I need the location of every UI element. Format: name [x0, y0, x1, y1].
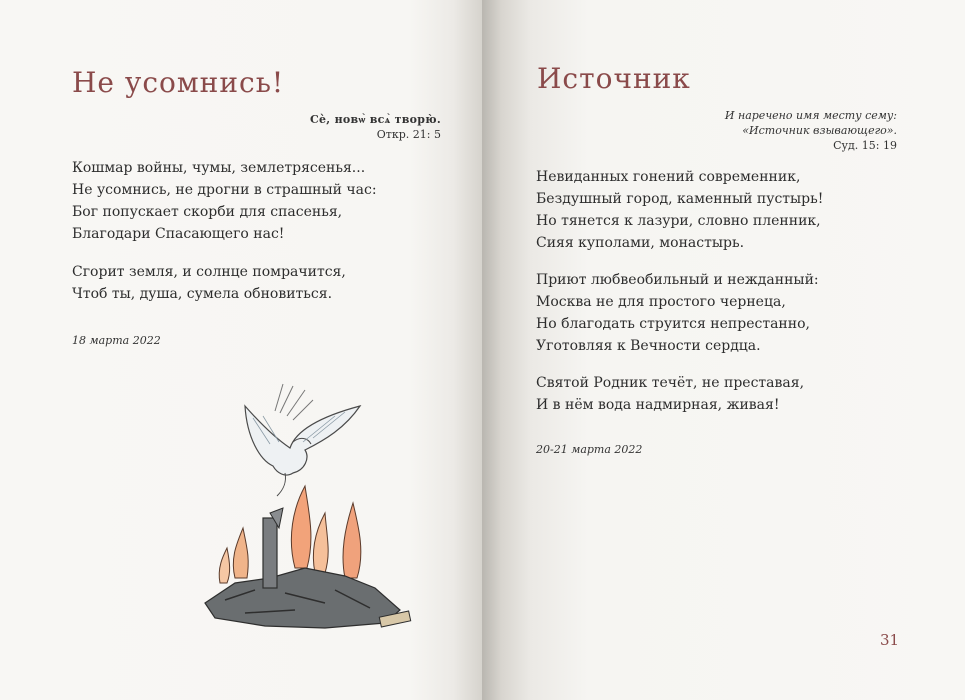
poem-line: Святой Родник течёт, не преставая,: [536, 375, 805, 391]
poem-line: И в нём вода надмирная, живая!: [536, 397, 780, 413]
poem-date: 20-21 марта 2022: [536, 443, 643, 456]
poem-line: Не усомнись, не дрогни в страшный час:: [72, 182, 377, 198]
epigraph-quote: Сѐ, новѡ̀ всѧ̀ творю̀.: [309, 113, 441, 126]
epigraph-line: «Источник взывающего».: [742, 124, 897, 137]
epigraph-line: И наречено имя месту сему:: [724, 109, 897, 122]
stanza: [536, 269, 819, 357]
epigraph: [725, 108, 897, 153]
poem-line: Уготовляя к Вечности сердца.: [536, 338, 761, 354]
stanza: [536, 166, 823, 254]
stanza: [72, 157, 377, 245]
poem-line: Невиданных гонений современник,: [536, 169, 801, 185]
flames: [219, 486, 361, 583]
poem-line: Москва не для простого чернеца,: [536, 294, 786, 310]
poem-line: Сгорит земля, и солнце помрачится,: [72, 264, 346, 280]
poem-line: Чтоб ты, душа, сумела обновиться.: [72, 286, 333, 302]
poem-line: Сияя куполами, монастырь.: [536, 235, 745, 251]
page-number: 31: [880, 631, 900, 649]
poem-line: Благодари Спасающего нас!: [72, 226, 285, 242]
stanza: [72, 261, 346, 305]
poem-line: Приют любвеобильный и нежданный:: [536, 272, 819, 288]
poem-line: Но тянется к лазури, словно пленник,: [536, 213, 821, 229]
poem-title: Не усомнись!: [72, 66, 285, 99]
stanza: [536, 372, 804, 416]
poem-line: Но благодать струится непрестанно,: [536, 316, 810, 332]
epigraph-reference: Суд. 15: 19: [833, 139, 897, 152]
poem-line: Кошмар войны, чумы, землетрясенья...: [72, 160, 366, 176]
poem-line: Бездушный город, каменный пустырь!: [536, 191, 824, 207]
dove-over-fire-illustration: [175, 378, 425, 648]
epigraph: [310, 112, 441, 142]
right-page: [482, 0, 965, 700]
epigraph-reference: Откр. 21: 5: [376, 128, 441, 141]
poem-title: Источник: [537, 62, 691, 95]
poem-line: Бог попускает скорби для спасенья,: [72, 204, 343, 220]
poem-date: 18 марта 2022: [72, 334, 161, 347]
left-page: [0, 0, 482, 700]
dove-figure: [245, 406, 360, 496]
light-rays: [275, 384, 313, 420]
